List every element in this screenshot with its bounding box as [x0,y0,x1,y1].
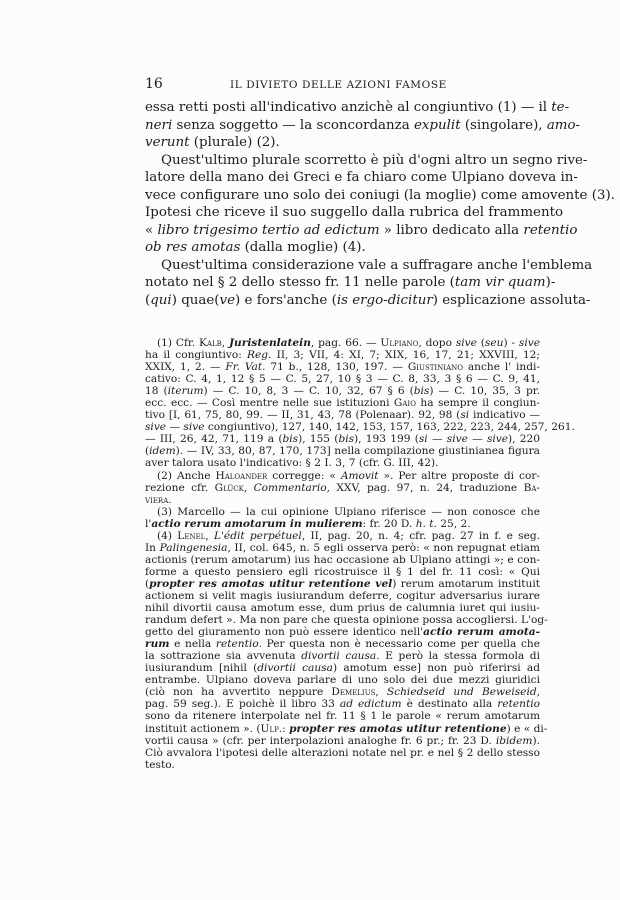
footnote-line [145,566,540,578]
text-run: (plurale) (2). [189,135,280,150]
main-text [145,99,615,309]
footnote-line [145,470,540,482]
italic-run: divortii causa [257,662,333,675]
text-run: ). — IV, 33, 80, 87, 170, 173] nella compilazione giustinianea figura [175,445,540,458]
text-run: testo. [145,758,175,771]
text-run: — III, 26, 42, 71, 119 a ( [145,433,283,446]
text-run: In [145,541,160,554]
text-run: , [375,686,387,699]
italic-run: ad edictum [339,698,402,711]
text-run: e nella [169,638,216,651]
text-run: notato nel § 2 dello stesso fr. 11 nelle parole ( [145,275,455,290]
italic-run: retentio [497,698,540,711]
footnote-line [145,638,540,650]
text-run: ( [476,337,485,349]
italic-run: Juristenlatein [229,337,311,349]
small-caps-run: Haloander [215,469,268,482]
italic-run: L'édit perpétuel [213,529,302,542]
text-run: tivo [I, 61, 75, 80, 99. — II, 31, 43, 78 (Polenaar). 92, 98 ( [145,409,461,422]
text-run: II, 3; VII, 4: XI, 7; XIX, 16, 17, 21; XXVIII, 12; [271,349,540,362]
footnote-line [145,421,575,434]
text-run: ), 193 199 ( [354,433,419,446]
text-run: , [205,529,214,542]
text-run: anche l' indi- [463,361,540,374]
italic-run: sive [455,337,477,349]
text-run: actionem si velit magis iusiurandum deferre, cogitur adversarius iurare [145,589,540,602]
text-run: (1) Cfr. [157,337,200,349]
footnote-line [145,494,540,506]
text-run: (2) Anche [157,469,216,482]
italic-run: Fr. Vat. [225,361,266,374]
text-run: è destinato alla [401,698,498,711]
italic-run: propter res amotas utitur retentione [289,722,507,735]
text-run: la sottrazione sia avvenuta [145,650,302,663]
text-run: » libro dedicato alla [379,222,524,238]
text-line [145,134,540,152]
text-run: Ipotesi che riceve il suo suggello dalla rubrica del frammento [145,205,564,220]
text-run: : fr. 20 D. [362,517,416,530]
italic-run: te- [551,100,570,115]
footnote-line [145,349,540,361]
italic-run: expulit [413,117,461,133]
text-run: getto del giuramento non può essere identico nell' [145,626,424,639]
footnote-line [145,337,540,349]
text-run: ) esplicazione assoluta- [432,292,591,308]
text-run: (4) [157,529,178,542]
text-run: cativo: C. 4, 1, 12 § 5 — C. 5, 27, 10 § 3 — C. 8, 33, 3 § 6 — C. 9, 41, [145,373,540,386]
text-run: ) — C. 10, 8, 3 — C. 10, 32, 67 § 6 ( [203,385,414,398]
text-run: (singolare), [460,117,547,133]
text-run: . E però la stessa formola di [376,650,540,663]
footnote-line [145,397,540,409]
small-caps-run: Kalb [199,337,222,349]
italic-run: tam vir quam [454,275,546,290]
small-caps-run: Glück [214,481,244,494]
footnote-line [145,542,540,554]
text-run: corregge: « [267,469,341,482]
footnote-line [145,482,540,494]
small-caps-run: Ulp. [260,722,283,735]
italic-run: Schiedseid und Beweiseid [386,686,537,699]
footnote-line [145,710,540,722]
italic-run: qui [150,292,172,308]
text-run: vortii causa » (cfr. per interpolazioni analoghe fr. 6 pr.; fr. 23 D. [145,734,496,747]
italic-run: divortii causa [301,650,377,663]
small-caps-run: Lenel [177,529,206,542]
text-line [145,152,588,170]
footnote-line [145,590,540,602]
text-run: ». Per altre proposte di cor- [378,469,540,482]
text-run: , II, pag. 20, n. 4; cfr. pag. 27 in f. e seg. [301,529,541,542]
text-run: aver talora usato l'indicativo: § 2 I. 3, 7 (cfr. G. III, 42). [145,457,439,470]
small-caps-run: Gaio [393,397,416,410]
text-run: l' [145,517,152,530]
footnote-line [145,722,548,735]
text-run: ( [145,292,151,308]
italic-run: propter res amotas utitur retentione vel [149,577,393,590]
text-run: forme a questo pensiero egli ricostruisce il § 1 del fr. 11 così: « Qui [145,565,540,578]
italic-run: Commentario [253,481,327,494]
text-run: 71 b., 128, 130, 197. — [265,361,408,374]
text-line [145,292,591,310]
text-run: . Per questa non è necessario come per quella che [258,638,540,651]
italic-run: verunt [145,135,190,150]
text-run: ) rerum amotarum instituit [392,577,540,590]
text-run: , II, col. 645, n. 5 egli osserva però: « non repugnat etiam [227,541,540,554]
footnote-line [145,674,540,686]
footnote-line [145,626,540,638]
text-line [145,169,578,187]
italic-run: amo- [546,117,581,133]
text-run: )- [545,275,556,290]
text-run: randum defert ». Ma non pare che questa opinione possa accogliersi. L'og- [145,614,548,627]
footnote-line [145,747,540,759]
text-run: ) quae( [171,292,220,308]
footnote-line [145,554,540,566]
text-run: ) amotum esse] non può riferirsi ad [332,662,541,675]
text-run: iusiurandum [nihil ( [145,662,258,675]
footnote-line [145,409,540,421]
footnote-line [145,686,540,698]
text-run: , pag. 66. — [310,337,381,349]
italic-run: neri [145,117,173,133]
italic-run: ob res amotas [145,240,241,255]
italic-run: si [460,409,470,422]
text-run: Ciò avvalora l'ipotesi delle alterazioni notate nel pr. e nel § 2 dello stesso [145,746,540,759]
text-run: (3) Marcello — la cui opinione Ulpiano riferisce — non conosce che [157,505,540,518]
italic-run: retentio [523,222,578,238]
italic-run: h. t. [415,517,437,530]
italic-run: sive [518,337,540,349]
text-run: , [221,337,230,349]
italic-run: seu [484,337,504,349]
text-run: rezione cfr. [145,481,215,494]
footnote-line [145,433,540,445]
italic-run: bis [282,433,299,446]
text-run: : [282,722,290,735]
text-line [145,117,581,135]
text-line [145,99,570,117]
italic-run: idem [149,445,176,458]
footnote-line [145,385,540,397]
italic-run: sive — sive [145,421,205,434]
text-run: ) e fors'anche ( [235,292,337,308]
footnote-line [145,578,540,590]
italic-run: Reg. [247,349,272,362]
italic-run: retentio [215,638,259,651]
footnote-line [145,445,540,457]
footnote-line [145,506,540,518]
text-line [145,222,578,240]
small-caps-run: Ulpiano [380,337,419,349]
footnote-line [145,518,540,530]
text-run: ) — C. 10, 35, 3 pr. [429,385,540,398]
italic-run: bis [413,385,430,398]
text-run: vece configurare uno solo dei coniugi (la moglie) come amovente (3). [145,187,615,203]
text-run: ), 220 [508,433,541,446]
text-run: ). [532,734,540,747]
text-line [145,239,540,257]
footnote-line [145,602,540,614]
text-run: essa retti posti all'indicativo anzichè al congiuntivo (1) — il [145,100,552,115]
text-run: ecc. ecc. — Così mentre nelle sue istituzioni [145,397,394,410]
footnote-line [145,373,540,385]
small-caps-run: viera [145,493,169,506]
text-line [145,257,593,275]
italic-run: actio rerum amotarum in mulierem [151,517,363,530]
footnote-line [145,759,540,771]
text-run: nihil divortii causa amotum esse, dum prius de calumnia iuret qui iusiu- [145,602,540,615]
italic-run: bis [338,433,355,446]
footnote-line [145,530,540,542]
text-run: 18 ( [145,385,168,398]
text-run: instituit actionem ». ( [145,722,261,735]
text-run: XXIX, 1, 2. — [145,361,226,374]
text-run: , [243,481,254,494]
small-caps-run: Ba- [523,481,540,494]
text-run: ), 155 ( [298,433,339,446]
italic-run: libro trigesimo tertio ad edictum [157,222,380,238]
italic-run: ve [219,292,236,308]
text-run: . [168,493,172,506]
footnote-line [145,614,548,627]
text-line [145,187,615,205]
italic-run: Palingenesia [159,541,228,554]
footnotes [145,337,575,771]
text-run: senza soggetto — la sconcordanza [172,117,414,133]
text-run: ) - [503,337,519,349]
small-caps-run: Demelius [331,686,376,699]
italic-run: is ergo-dicitur [336,292,433,308]
text-run: , dopo [418,337,456,349]
text-run: indicativo — [469,409,540,422]
text-run: Quest'ultima considerazione vale a suffragare anche l'emblema [161,257,593,273]
footnote-line [145,457,540,469]
text-run: ) e « di- [506,722,548,735]
text-run: , XXV, pag. 97, n. 24, traduzione [326,481,524,494]
italic-run: rum [145,638,170,651]
footnote-line [145,735,540,747]
text-run: ( [145,445,150,458]
text-run: congiuntivo), 127, 140, 142, 153, 157, 163, 222, 223, 244, 257, 261. [204,421,575,434]
footnote-line [145,662,540,674]
small-caps-run: Giustiniano [407,361,463,374]
text-run: Quest'ultimo plurale scorretto è più d'ogni altro un segno rive- [161,152,588,168]
footnote-line [145,361,540,373]
footnote-line [145,698,540,710]
text-run: (ciò non ha avvertito neppure [145,686,332,699]
text-run: 25, 2. [436,517,471,530]
text-run: ( [145,577,150,590]
text-run: , [536,686,540,699]
text-run: ha il congiuntivo: [145,349,248,362]
text-line [145,204,564,222]
italic-run: iterum [167,385,204,398]
text-run: « [145,222,158,238]
text-run: pag. 59 seg.). E poichè il libro 33 [145,698,340,711]
italic-run: actio rerum amota- [423,626,540,639]
text-run: (dalla moglie) (4). [240,240,366,255]
running-title: IL DIVIETO DELLE AZIONI FAMOSE [230,79,447,91]
page-number: 16 [145,76,163,92]
footnote-line [145,650,540,662]
text-run: actionis (rerum amotarum) ius hac occasione ab Ulpiano attingi »; e con- [145,553,540,566]
italic-run: si — sive — sive [418,433,509,446]
italic-run: ibidem [495,734,533,747]
text-run: sono da ritenere interpolate nel fr. 11 § 1 le parole « rerum amotarum [145,710,540,723]
text-run: ha sempre il congiun- [415,397,540,410]
text-line [145,274,556,292]
italic-run: Amovit [340,469,379,482]
text-run: entrambe. Ulpiano doveva parlare di uno solo dei due mezzi giuridici [145,674,540,687]
text-run: latore della mano dei Greci e fa chiaro come Ulpiano doveva in- [145,170,578,185]
